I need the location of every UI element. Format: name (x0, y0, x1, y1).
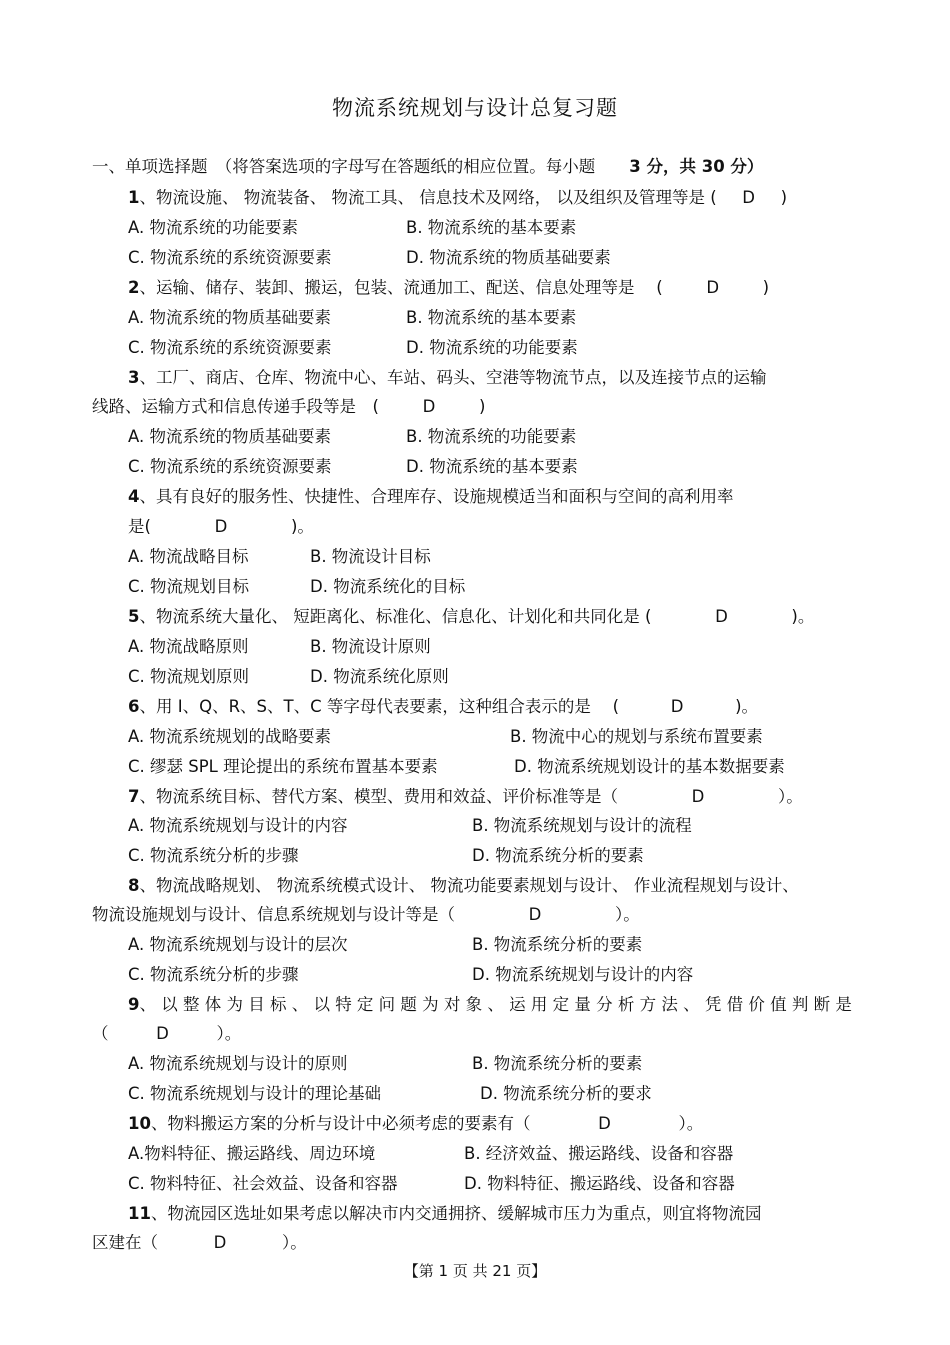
option-b: B. 物流中心的规划与系统布置要素 (510, 727, 763, 746)
question-number: 11 (128, 1204, 151, 1223)
question-close: ）。 (777, 787, 803, 806)
question-10 (128, 1113, 703, 1135)
question-number: 9 (128, 995, 140, 1014)
question-9-continued (92, 1023, 241, 1045)
question-stem: 、物流设施、 物流装备、 物流工具、 信息技术及网络， 以及组织及管理等是 (139, 188, 705, 207)
option-a: A. 物流系统的物质基础要素 (128, 427, 331, 446)
option-b: B. 物流系统分析的要素 (472, 1054, 643, 1073)
question-8-continued (92, 904, 640, 926)
option-d: D. 物流系统化的目标 (310, 577, 466, 596)
section-header-text: 一、单项选择题 （将答案选项的字母写在答题纸的相应位置。每小题 (92, 157, 596, 176)
option-d: D. 物流系统规划与设计的内容 (472, 965, 694, 984)
option-c: C. 物流系统的系统资源要素 (128, 248, 332, 267)
question-1: 1、物流设施、 物流装备、 物流工具、 信息技术及网络， 以及组织及管理等是 ( D ) (128, 188, 788, 207)
question-9 (128, 994, 852, 1016)
question-6: 6、用 I、Q、R、S、T、C 等字母代表要素，这种组合表示的是 ( D )。 (128, 697, 758, 716)
question-stem: 、运输、储存、装卸、搬运，包装、流通加工、配送、信息处理等是 (139, 278, 635, 297)
question-close: ) (780, 188, 788, 207)
question-stem-continued: 线路、运输方式和信息传递手段等是 (92, 397, 356, 416)
option-c: C. 缪瑟 SPL 理论提出的系统布置基本要素 (128, 757, 438, 776)
section-header (92, 156, 763, 178)
answer-letter: D (670, 697, 684, 716)
answer-letter: D (742, 188, 756, 207)
question-2: 2、运输、储存、装卸、搬运，包装、流通加工、配送、信息处理等是 ( D ) (128, 278, 770, 297)
option-d: D. 物流系统规划设计的基本数据要素 (514, 757, 785, 776)
question-8 (128, 875, 799, 897)
question-number: 3 (128, 368, 140, 387)
answer-letter: D (598, 1114, 611, 1133)
answer-letter: D (528, 905, 542, 924)
question-stem-continued: 是( (128, 517, 151, 536)
option-c: C. 物流系统分析的步骤 (128, 965, 299, 984)
option-a: A. 物流系统规划的战略要素 (128, 727, 331, 746)
question-3-continued: 线路、运输方式和信息传递手段等是 ( D ) (92, 397, 486, 416)
question-5: 5、物流系统大量化、 短距离化、标准化、信息化、计划化和共同化是 ( D )。 (128, 607, 815, 626)
answer-letter: D (691, 787, 705, 806)
answer-letter: D (214, 517, 228, 536)
question-close: ）。 (678, 1114, 704, 1133)
answer-letter: D (422, 397, 436, 416)
question-stem: 、物流战略规划、 物流系统模式设计、 物流功能要素规划与设计、 作业流程规划与设计、 (139, 876, 799, 895)
option-b: B. 物流设计目标 (310, 547, 431, 566)
answer-letter: D (706, 278, 720, 297)
option-c: C. 物流系统的系统资源要素 (128, 457, 332, 476)
question-number: 7 (128, 787, 140, 806)
option-c: C. 物流系统的系统资源要素 (128, 338, 332, 357)
option-b: B. 物流系统的功能要素 (406, 427, 577, 446)
question-stem-continued: 区建在（ (92, 1233, 158, 1252)
option-a: A. 物流战略目标 (128, 547, 249, 566)
option-b: B. 物流系统的基本要素 (406, 218, 577, 237)
question-number: 6 (128, 697, 140, 716)
question-close: ）。 (216, 1024, 242, 1043)
option-d: D. 物流系统的物质基础要素 (406, 248, 611, 267)
question-stem-continued: 物流设施规划与设计、信息系统规划与设计等是（ (92, 905, 455, 924)
option-b: B. 物流系统分析的要素 (472, 935, 643, 954)
option-c: C. 物料特征、社会效益、设备和容器 (128, 1174, 398, 1193)
section-score: 3 分，共 30 分） (629, 157, 764, 176)
option-c: C. 物流系统规划与设计的理论基础 (128, 1084, 382, 1103)
question-number: 4 (128, 487, 140, 506)
question-close: )。 (791, 607, 815, 626)
question-stem: 、 以 整 体 为 目 标 、 以 特 定 问 题 为 对 象 、 运 用 定 量 分 析 方 法 、 凭 借 价 值 判 断 是 (139, 995, 852, 1014)
question-close: )。 (735, 697, 758, 716)
question-3 (128, 367, 766, 389)
option-a: A. 物流系统的功能要素 (128, 218, 298, 237)
question-stem-continued: （ (92, 1024, 109, 1043)
question-stem: 、具有良好的服务性、快捷性、合理库存、设施规模适当和面积与空间的高利用率 (139, 487, 734, 506)
answer-letter: D (715, 607, 728, 626)
answer-letter: D (213, 1233, 227, 1252)
option-d: D. 物流系统的基本要素 (406, 457, 578, 476)
question-7 (128, 786, 803, 808)
question-number: 1 (128, 188, 140, 207)
document-title: 物流系统规划与设计总复习题 (332, 96, 618, 120)
question-11 (128, 1203, 761, 1225)
option-d: D. 物料特征、搬运路线、设备和容器 (464, 1174, 735, 1193)
question-number: 2 (128, 278, 140, 297)
question-stem: 、工厂、商店、仓库、物流中心、车站、码头、空港等物流节点，以及连接节点的运输 (139, 368, 767, 387)
page-footer: 【第 1 页 共 21 页】 (403, 1262, 547, 1280)
question-stem: 、物料搬运方案的分析与设计中必须考虑的要素有（ (150, 1114, 531, 1133)
option-c: C. 物流系统分析的步骤 (128, 846, 299, 865)
question-close: ) (478, 397, 486, 416)
question-stem: 、物流园区选址如果考虑以解决市内交通拥挤、缓解城市压力为重点，则宜将物流园 (150, 1204, 762, 1223)
question-close: )。 (290, 517, 314, 536)
option-d: D. 物流系统分析的要求 (480, 1084, 652, 1103)
option-a: A. 物流系统规划与设计的层次 (128, 935, 348, 954)
option-a: A. 物流系统规划与设计的内容 (128, 816, 348, 835)
option-d: D. 物流系统化原则 (310, 667, 449, 686)
question-close: ）。 (615, 905, 640, 924)
question-4 (128, 486, 733, 508)
option-b: B. 物流系统规划与设计的流程 (472, 816, 692, 835)
option-a: A.物料特征、搬运路线、周边环境 (128, 1144, 376, 1163)
option-c: C. 物流规划目标 (128, 577, 250, 596)
answer-letter: D (156, 1024, 169, 1043)
question-stem: 、物流系统目标、替代方案、模型、费用和效益、评价标准等是（ (139, 787, 618, 806)
option-a: A. 物流系统规划与设计的原则 (128, 1054, 348, 1073)
option-b: B. 物流设计原则 (310, 637, 431, 656)
question-11-continued (92, 1232, 307, 1254)
option-a: A. 物流系统的物质基础要素 (128, 308, 331, 327)
question-number: 8 (128, 876, 140, 895)
option-b: B. 物流系统的基本要素 (406, 308, 577, 327)
question-number: 10 (128, 1114, 151, 1133)
option-d: D. 物流系统分析的要素 (472, 846, 644, 865)
question-close: ）。 (282, 1233, 307, 1252)
question-4-continued (128, 516, 314, 538)
question-stem: 、物流系统大量化、 短距离化、标准化、信息化、计划化和共同化是 (139, 607, 640, 626)
question-number: 5 (128, 607, 140, 626)
option-b: B. 经济效益、搬运路线、设备和容器 (464, 1144, 734, 1163)
option-a: A. 物流战略原则 (128, 637, 249, 656)
question-stem: 、用 I、Q、R、S、T、C 等字母代表要素，这种组合表示的是 (139, 697, 591, 716)
option-c: C. 物流规划原则 (128, 667, 250, 686)
question-close: ) (762, 278, 770, 297)
option-d: D. 物流系统的功能要素 (406, 338, 578, 357)
